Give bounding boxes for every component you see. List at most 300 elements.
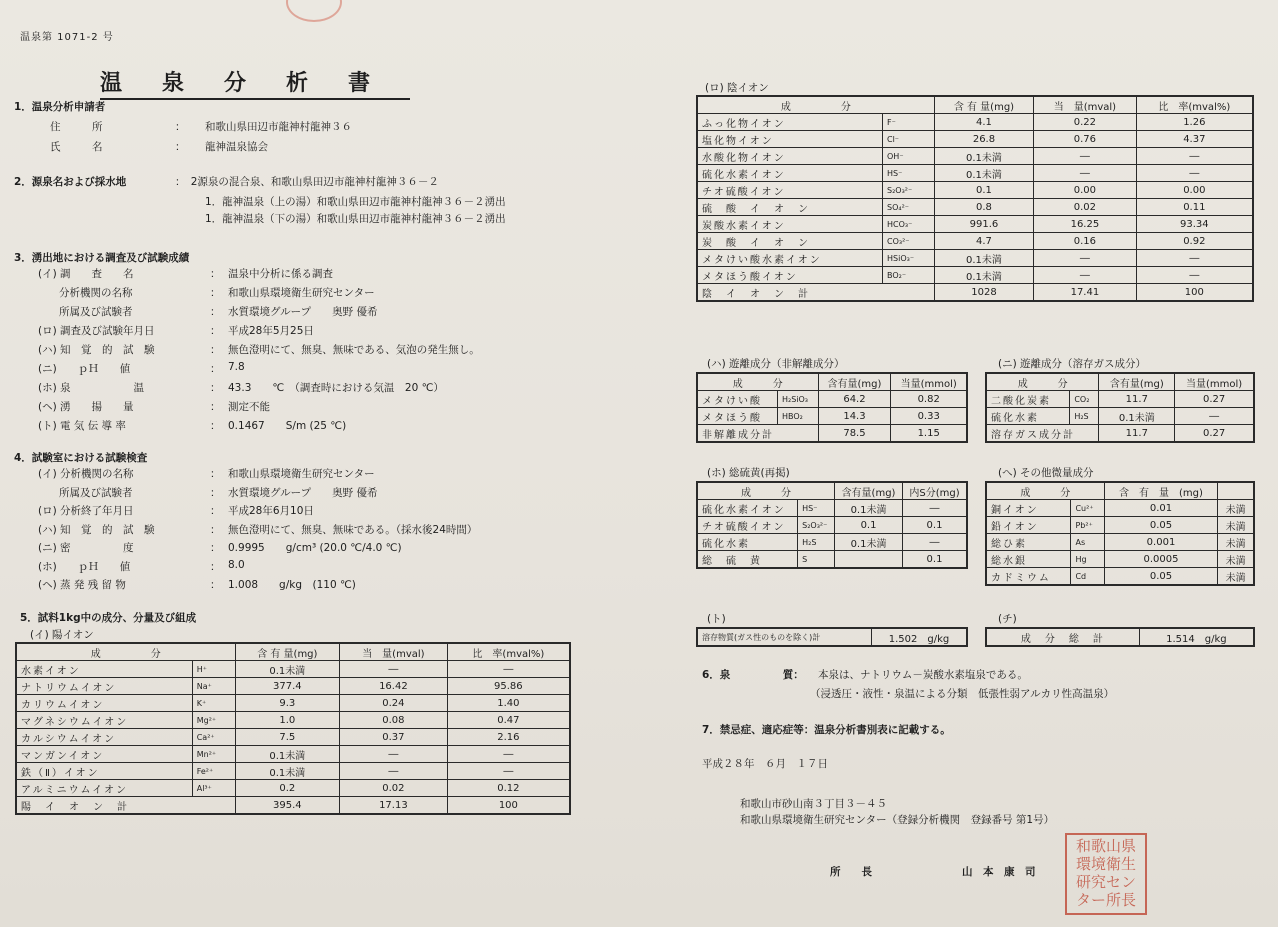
total-b: 1.15 <box>891 425 967 443</box>
component-symbol: Mg²⁺ <box>192 712 235 729</box>
item-label: (ヘ) 蒸 発 残 留 物 <box>38 579 126 591</box>
cell-c: ― <box>447 746 570 763</box>
component-name: 硫化水素 <box>697 534 798 551</box>
cell-b: 0.1 <box>902 551 967 569</box>
cell-a: 0.1未満 <box>934 148 1033 165</box>
cell-a: 9.3 <box>235 695 339 712</box>
to-value: 1.502 g/kg <box>871 628 967 646</box>
component-name: 総水銀 <box>986 551 1071 568</box>
item-value: 温泉中分析に係る調査 <box>228 268 333 280</box>
component-name: 水素イオン <box>16 661 192 678</box>
cell-c: 2.16 <box>447 729 570 746</box>
component-name: カリウムイオン <box>16 695 192 712</box>
header-row <box>697 96 1253 114</box>
item-label: (ハ) 知 覚 的 試 験 <box>38 523 155 536</box>
component-symbol: Cd <box>1071 568 1104 586</box>
component-name: チオ硫酸イオン <box>697 517 798 534</box>
component-name: 水酸化物イオン <box>697 148 883 165</box>
cell-b: 0.27 <box>1175 391 1254 408</box>
column-header: 含有量(mg) <box>1099 373 1175 391</box>
cell-b: ― <box>340 661 448 678</box>
item-label: (イ) 調 査 名 <box>38 268 134 280</box>
item-value: 水質環境グループ 奥野 優希 <box>228 486 378 499</box>
component-symbol: F⁻ <box>883 114 935 131</box>
sec1-heading: 1．温泉分析申請者 <box>14 101 106 113</box>
component-symbol: Fe²⁺ <box>192 763 235 780</box>
cell-c: 4.37 <box>1136 131 1253 148</box>
sulfur-table <box>696 481 968 569</box>
component-symbol: Cl⁻ <box>883 131 935 148</box>
cation-subheading: (イ) 陽イオン <box>30 629 94 641</box>
table-row <box>697 267 1253 284</box>
component-name: 銅イオン <box>986 500 1071 517</box>
table-row <box>697 534 967 551</box>
component-symbol: Na⁺ <box>192 678 235 695</box>
table-row <box>697 500 967 517</box>
to-label: 溶存物質(ガス性のものを除く)計 <box>697 628 871 646</box>
total-label: 陽 イ オ ン 計 <box>16 797 235 815</box>
nondiss-subheading: (ハ) 遊離成分（非解離成分） <box>707 358 845 370</box>
total-b: 17.41 <box>1034 284 1136 302</box>
cation-table <box>15 642 571 815</box>
total-label: 陰 イ オ ン 計 <box>697 284 934 302</box>
cell-a: 0.8 <box>934 199 1033 216</box>
colon: ： <box>210 579 221 591</box>
item-value: 和歌山県環境衛生研究センター <box>228 468 375 480</box>
total-a: 1028 <box>934 284 1033 302</box>
table-row <box>986 408 1254 425</box>
component-symbol: Al³⁺ <box>192 780 235 797</box>
sec2-heading: 2．源泉名および採水地 <box>14 176 127 188</box>
cell-c: ― <box>447 763 570 780</box>
item-value: 平成28年5月25日 <box>228 325 314 337</box>
issuer-name: 山 本 康 司 <box>962 866 1036 878</box>
total-a: 395.4 <box>235 797 339 815</box>
component-name: メタけい酸 <box>697 391 777 408</box>
total-c: 100 <box>1136 284 1253 302</box>
cell-b: ― <box>902 500 967 517</box>
cell-b: 未満 <box>1218 534 1254 551</box>
to-subheading: (ト) <box>707 613 726 625</box>
component-name: 総ひ素 <box>986 534 1071 551</box>
issue-date: 平成２８年 ６月 １７日 <box>702 758 828 770</box>
cell-b: 0.16 <box>1034 233 1136 250</box>
item-value: 和歌山県環境衛生研究センター <box>228 287 375 299</box>
item-value: 1.008 g/kg (110 ℃) <box>228 579 356 591</box>
item-label: (ト) 電 気 伝 導 率 <box>38 420 126 432</box>
item-label: (ニ) 密 度 <box>38 542 134 554</box>
component-name: 硫化水素イオン <box>697 500 798 517</box>
header-row <box>16 643 570 661</box>
component-symbol: Hg <box>1071 551 1104 568</box>
cell-b: 0.24 <box>340 695 448 712</box>
item-value: 無色澄明にて、無臭、無味である。（採水後24時間） <box>228 523 478 536</box>
cell-b: 0.33 <box>891 408 967 425</box>
total-row <box>697 425 967 443</box>
cell-a: 7.5 <box>235 729 339 746</box>
table-row <box>697 551 967 569</box>
table-row <box>16 661 570 678</box>
colon: ： <box>210 523 221 536</box>
cell-b: 0.76 <box>1034 131 1136 148</box>
column-header: 成 分 <box>986 373 1099 391</box>
component-name: カドミウム <box>986 568 1071 586</box>
cell-b: ― <box>1034 267 1136 284</box>
colon: ： <box>175 121 186 133</box>
gas-table <box>985 372 1255 443</box>
issuer-address: 和歌山市砂山南３丁目３－４５ <box>740 798 887 810</box>
cell-c: 95.86 <box>447 678 570 695</box>
cell-b: 0.02 <box>340 780 448 797</box>
sec2-line1: 1．龍神温泉（上の湯）和歌山県田辺市龍神村龍神３６－２湧出 <box>205 196 506 208</box>
cell-b: 0.82 <box>891 391 967 408</box>
cell-a: 0.1未満 <box>934 250 1033 267</box>
header-row <box>986 482 1254 500</box>
total-c: 100 <box>447 797 570 815</box>
cell-b: 0.08 <box>340 712 448 729</box>
column-header: 当量(mmol) <box>1175 373 1254 391</box>
component-name: 炭 酸 イ オ ン <box>697 233 883 250</box>
trace-subheading: (へ) その他微量成分 <box>998 467 1094 479</box>
component-symbol: As <box>1071 534 1104 551</box>
component-symbol: Pb²⁺ <box>1071 517 1104 534</box>
trace-table <box>985 481 1255 586</box>
column-header: 成 分 <box>16 643 235 661</box>
item-value: 8.0 <box>228 558 245 571</box>
cell-b: 未満 <box>1218 568 1254 586</box>
doc-number: 温泉第 1071-2 号 <box>20 32 114 43</box>
sulfur-subheading: (ホ) 総硫黄(再掲) <box>707 467 790 479</box>
column-header: 成 分 <box>986 482 1104 500</box>
cell-c: 1.26 <box>1136 114 1253 131</box>
component-name: ふっ化物イオン <box>697 114 883 131</box>
cell-b: ― <box>1034 148 1136 165</box>
cell-a: 0.0005 <box>1104 551 1218 568</box>
issuer-org: 和歌山県環境衛生研究センター（登録分析機関 登録番号 第1号） <box>740 814 1055 826</box>
item-label: (イ) 分析機関の名称 <box>38 468 134 480</box>
cell-c: 1.40 <box>447 695 570 712</box>
total-a: 78.5 <box>818 425 891 443</box>
cell-a: 0.001 <box>1104 534 1218 551</box>
cell-a: 0.05 <box>1104 568 1218 586</box>
component-symbol: HBO₂ <box>777 408 818 425</box>
table-row <box>697 131 1253 148</box>
component-symbol: HSiO₃⁻ <box>883 250 935 267</box>
cell-a: 14.3 <box>818 408 891 425</box>
cell-b: 0.37 <box>340 729 448 746</box>
table-row <box>986 517 1254 534</box>
cell-c: 0.12 <box>447 780 570 797</box>
table-row <box>697 114 1253 131</box>
component-name: メタほう酸 <box>697 408 777 425</box>
total-label: 非解離成分計 <box>697 425 818 443</box>
chi-label: 成 分 総 計 <box>986 628 1139 646</box>
cell-c: ― <box>447 661 570 678</box>
item-label: 所属及び試験者 <box>38 486 133 499</box>
column-header: 含 有 量(mg) <box>934 96 1033 114</box>
colon: ： <box>210 344 221 356</box>
total-row <box>16 797 570 815</box>
cell-a: 0.1未満 <box>1099 408 1175 425</box>
component-symbol: HS⁻ <box>798 500 835 517</box>
table-row <box>16 678 570 695</box>
component-symbol: K⁺ <box>192 695 235 712</box>
table-row <box>697 182 1253 199</box>
cell-a: 0.1未満 <box>235 661 339 678</box>
table-row <box>697 250 1253 267</box>
cell-b: 0.1 <box>902 517 967 534</box>
cell-b: 未満 <box>1218 517 1254 534</box>
sec1-addr-value: 和歌山県田辺市龍神村龍神３６ <box>205 121 352 133</box>
sec6-text: 本泉は、ナトリウム－炭酸水素塩泉である。 <box>818 669 1028 681</box>
cell-b: ― <box>1175 408 1254 425</box>
colon: ： <box>175 141 186 153</box>
component-name: メタけい酸水素イオン <box>697 250 883 267</box>
component-symbol: Mn²⁺ <box>192 746 235 763</box>
component-symbol: H₂S <box>1070 408 1099 425</box>
cell-c: 0.00 <box>1136 182 1253 199</box>
component-symbol: SO₄²⁻ <box>883 199 935 216</box>
column-header: 比 率(mval%) <box>447 643 570 661</box>
cell-a: 991.6 <box>934 216 1033 233</box>
colon: ： <box>210 505 221 517</box>
component-symbol: HCO₃⁻ <box>883 216 935 233</box>
cell-a: 0.05 <box>1104 517 1218 534</box>
item-value: 平成28年6月10日 <box>228 505 314 517</box>
to-table <box>696 627 968 647</box>
cell-a: 377.4 <box>235 678 339 695</box>
table-row <box>697 165 1253 182</box>
total-b: 0.27 <box>1175 425 1254 443</box>
cell-a: 4.1 <box>934 114 1033 131</box>
item-label: 分析機関の名称 <box>38 287 133 299</box>
cell-a: 0.1 <box>835 517 903 534</box>
item-label: (ロ) 調査及び試験年月日 <box>38 325 155 337</box>
cell-c: ― <box>1136 165 1253 182</box>
table-row <box>16 712 570 729</box>
table-row <box>986 500 1254 517</box>
cell-b: 未満 <box>1218 500 1254 517</box>
column-header: 含有量(mg) <box>835 482 903 500</box>
sec4-heading: 4．試験室における試験検査 <box>14 452 148 464</box>
column-header: 成 分 <box>697 373 818 391</box>
gas-subheading: (ニ) 遊離成分（溶存ガス成分） <box>998 358 1147 370</box>
table-row <box>986 391 1254 408</box>
cell-b: 未満 <box>1218 551 1254 568</box>
component-name: 鉄（Ⅱ）イオン <box>16 763 192 780</box>
total-a: 11.7 <box>1099 425 1175 443</box>
cell-c: 0.47 <box>447 712 570 729</box>
chi-subheading: (チ) <box>998 613 1017 625</box>
cell-a: 64.2 <box>818 391 891 408</box>
table-row <box>16 746 570 763</box>
component-name: 硫化水素 <box>986 408 1070 425</box>
cell-b: 16.42 <box>340 678 448 695</box>
cell-b: 0.00 <box>1034 182 1136 199</box>
table-row <box>986 568 1254 586</box>
component-name: チオ硫酸イオン <box>697 182 883 199</box>
table-row <box>697 233 1253 250</box>
sec1-addr-label: 住 所 <box>50 121 103 133</box>
colon: ： <box>210 486 221 499</box>
component-name: マグネシウムイオン <box>16 712 192 729</box>
column-header: 含 有 量 (mg) <box>1104 482 1218 500</box>
colon: ： <box>210 560 221 573</box>
component-symbol: CO₂ <box>1070 391 1099 408</box>
component-name: 鉛イオン <box>986 517 1071 534</box>
item-label: 所属及び試験者 <box>38 306 133 318</box>
item-label: (ホ) ｐＨ 値 <box>38 560 131 573</box>
table-row <box>16 763 570 780</box>
component-name: 塩化物イオン <box>697 131 883 148</box>
table-row <box>986 534 1254 551</box>
cell-c: 0.92 <box>1136 233 1253 250</box>
chi-table <box>985 627 1255 647</box>
column-header: 比 率(mval%) <box>1136 96 1253 114</box>
colon: ： <box>210 468 221 480</box>
component-symbol: H⁺ <box>192 661 235 678</box>
cell-b: 0.02 <box>1034 199 1136 216</box>
table-row <box>697 199 1253 216</box>
component-symbol: S <box>798 551 835 569</box>
cell-a: 0.1 <box>934 182 1033 199</box>
table-row <box>986 551 1254 568</box>
item-label: (ロ) 分析終了年月日 <box>38 505 134 517</box>
sec6-sub: （浸透圧・液性・泉温による分類 低張性弱アルカリ性高温泉） <box>810 688 1115 700</box>
total-row <box>697 284 1253 302</box>
cell-a: 1.0 <box>235 712 339 729</box>
cell-b: ― <box>340 746 448 763</box>
sec7-text: 7．禁忌症、適応症等：温泉分析書別表に記載する。 <box>702 724 951 736</box>
cell-b: ― <box>1034 165 1136 182</box>
sec1-name-label: 氏 名 <box>50 141 103 153</box>
total-b: 17.13 <box>340 797 448 815</box>
component-name: 硫化水素イオン <box>697 165 883 182</box>
item-label: (ハ) 知 覚 的 試 験 <box>38 344 155 356</box>
component-name: 炭酸水素イオン <box>697 216 883 233</box>
colon: ： <box>210 363 221 375</box>
component-name: カルシウムイオン <box>16 729 192 746</box>
page-title: 温泉分析書 <box>100 66 410 100</box>
column-header: 成 分 <box>697 96 934 114</box>
item-value: 0.1467 S/m (25 ℃) <box>228 420 347 432</box>
item-value: 無色澄明にて、無臭、無味である、気泡の発生無し。 <box>228 344 480 356</box>
cell-c: ― <box>1136 250 1253 267</box>
colon: ： <box>210 325 221 337</box>
component-name: 総 硫 黄 <box>697 551 798 569</box>
cell-a: 0.1未満 <box>934 165 1033 182</box>
component-symbol: Ca²⁺ <box>192 729 235 746</box>
cell-a: 26.8 <box>934 131 1033 148</box>
component-name: 二酸化炭素 <box>986 391 1070 408</box>
cell-a: 0.1未満 <box>934 267 1033 284</box>
cell-a <box>835 551 903 569</box>
cell-a: 0.1未満 <box>235 763 339 780</box>
colon: ： <box>210 542 221 554</box>
component-symbol: H₂SiO₃ <box>777 391 818 408</box>
official-seal <box>1065 833 1147 915</box>
component-symbol: BO₂⁻ <box>883 267 935 284</box>
component-symbol: S₂O₃²⁻ <box>798 517 835 534</box>
cell-a: 0.01 <box>1104 500 1218 517</box>
table-row <box>697 148 1253 165</box>
component-symbol: S₂O₃²⁻ <box>883 182 935 199</box>
anion-subheading: (ロ) 陰イオン <box>705 82 769 94</box>
item-value: 7.8 <box>228 361 245 373</box>
sec2-line0: ： 2源泉の混合泉、和歌山県田辺市龍神村龍神３６－２ <box>175 176 439 188</box>
cell-c: ― <box>1136 148 1253 165</box>
sec5-heading: 5．試料1kg中の成分、分量及び組成 <box>20 612 197 624</box>
cell-b: ― <box>1034 250 1136 267</box>
column-header: 内S分(mg) <box>902 482 967 500</box>
column-header: 含有量(mg) <box>818 373 891 391</box>
sec6-heading: 6．泉 質： <box>702 669 804 681</box>
table-row <box>16 729 570 746</box>
issuer-title: 所 長 <box>830 866 872 878</box>
cell-b: 16.25 <box>1034 216 1136 233</box>
header-row <box>697 373 967 391</box>
component-symbol: Cu²⁺ <box>1071 500 1104 517</box>
cell-b: ― <box>340 763 448 780</box>
item-value: 測定不能 <box>228 401 270 413</box>
colon: ： <box>210 382 221 394</box>
column-header: 当 量(mval) <box>1034 96 1136 114</box>
item-label: (ニ) ｐＨ 値 <box>38 363 131 375</box>
table-row <box>697 216 1253 233</box>
cell-c: 93.34 <box>1136 216 1253 233</box>
component-name: マンガンイオン <box>16 746 192 763</box>
table-row <box>697 391 967 408</box>
top-seal-partial <box>286 0 342 22</box>
sec3-heading: 3．湧出地における調査及び試験成績 <box>14 252 190 264</box>
column-header: 成 分 <box>697 482 835 500</box>
component-symbol: OH⁻ <box>883 148 935 165</box>
component-symbol: HS⁻ <box>883 165 935 182</box>
sec1-name-value: 龍神温泉協会 <box>205 141 268 153</box>
cell-a: 0.1未満 <box>235 746 339 763</box>
component-name: 硫 酸 イ オ ン <box>697 199 883 216</box>
component-name: アルミニウムイオン <box>16 780 192 797</box>
item-value: 43.3 ℃ （調査時における気温 20 ℃） <box>228 382 444 394</box>
table-row <box>16 695 570 712</box>
sec2-line2: 1．龍神温泉（下の湯）和歌山県田辺市龍神村龍神３６－２湧出 <box>205 213 506 225</box>
component-symbol: CO₃²⁻ <box>883 233 935 250</box>
anion-table <box>696 95 1254 302</box>
cell-c: 0.11 <box>1136 199 1253 216</box>
cell-a: 0.2 <box>235 780 339 797</box>
item-label: (ホ) 泉 温 <box>38 382 145 394</box>
nondiss-table <box>696 372 968 443</box>
column-header: 当 量(mval) <box>340 643 448 661</box>
colon: ： <box>210 420 221 432</box>
seal-text: 和歌山県 環境衛生 研究セン ター所長 <box>1075 837 1136 909</box>
item-label: (ヘ) 湧 揚 量 <box>38 401 134 413</box>
table-row <box>697 517 967 534</box>
header-row <box>986 373 1254 391</box>
header-row <box>697 482 967 500</box>
component-name: ナトリウムイオン <box>16 678 192 695</box>
cell-a: 0.1未満 <box>835 500 903 517</box>
table-row <box>16 780 570 797</box>
table-row <box>697 408 967 425</box>
component-symbol: H₂S <box>798 534 835 551</box>
cell-a: 0.1未満 <box>835 534 903 551</box>
cell-b: 0.22 <box>1034 114 1136 131</box>
cell-c: ― <box>1136 267 1253 284</box>
item-value: 0.9995 g/cm³ (20.0 ℃/4.0 ℃) <box>228 542 402 554</box>
column-header: 当量(mmol) <box>891 373 967 391</box>
colon: ： <box>210 401 221 413</box>
